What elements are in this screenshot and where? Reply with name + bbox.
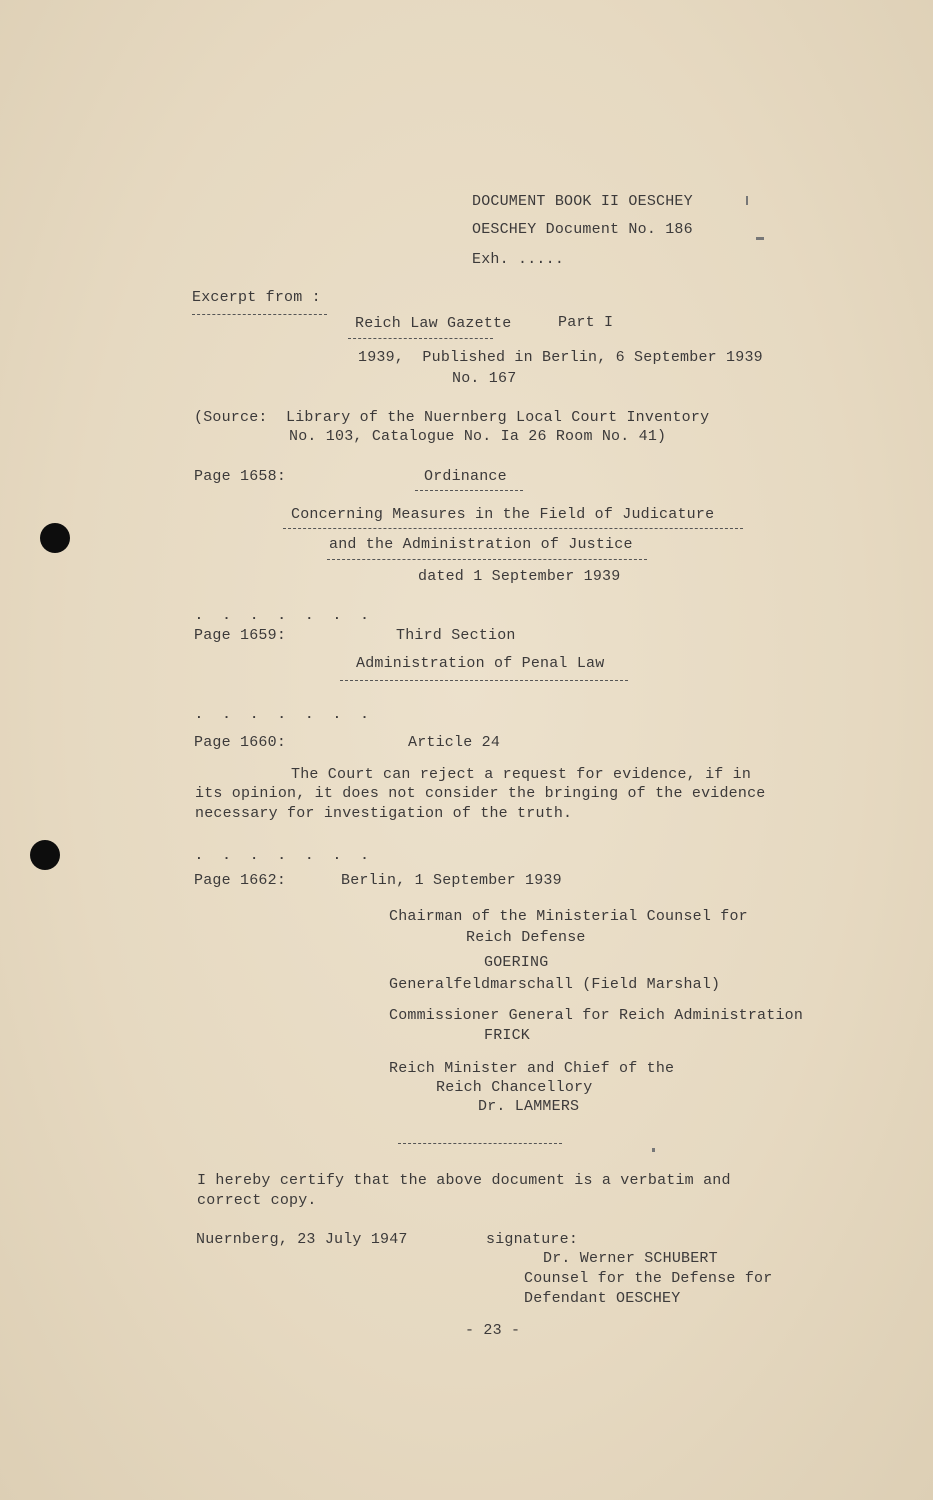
berlin-date: Berlin, 1 September 1939: [341, 872, 562, 889]
certification-line-1: I hereby certify that the above document is a verbatim and: [197, 1172, 731, 1189]
section-divider: [398, 1143, 562, 1144]
gazette-underline: [348, 338, 493, 339]
counsel-name: Dr. Werner SCHUBERT: [543, 1250, 718, 1267]
counsel-role-1: Counsel for the Defense for: [524, 1270, 773, 1287]
source-line-2: No. 103, Catalogue No. Ia 26 Room No. 41): [289, 428, 667, 445]
concerning-line-2: and the Administration of Justice: [329, 536, 633, 553]
concerning-underline-1: [283, 528, 743, 529]
certification-place-date: Nuernberg, 23 July 1947: [196, 1231, 408, 1248]
signatory-goering: GOERING: [484, 954, 549, 971]
third-section-title: Third Section: [396, 627, 516, 644]
certification-line-2: correct copy.: [197, 1192, 317, 1209]
published-line: 1939, Published in Berlin, 6 September 1939: [358, 349, 763, 366]
doc-number-line: OESCHEY Document No. 186: [472, 221, 693, 238]
dated-line: dated 1 September 1939: [418, 568, 621, 585]
signature-label: signature:: [486, 1231, 579, 1248]
page-1662-label: Page 1662:: [194, 872, 287, 889]
speck-mark: [652, 1148, 655, 1152]
penal-law-subtitle: Administration of Penal Law: [356, 655, 605, 672]
commissioner-title: Commissioner General for Reich Administration: [389, 1007, 804, 1024]
doc-book-line: DOCUMENT BOOK II OESCHEY: [472, 193, 693, 210]
ellipsis-dots: . . . . . . .: [195, 848, 375, 863]
article-title: Article 24: [408, 734, 501, 751]
punch-hole-bottom: [30, 840, 60, 870]
gazette-title: Reich Law Gazette: [355, 315, 512, 332]
chairman-line-2: Reich Defense: [466, 929, 586, 946]
ellipsis-dots: . . . . . . .: [195, 707, 375, 722]
chairman-line-1: Chairman of the Ministerial Counsel for: [389, 908, 748, 925]
signatory-lammers: Dr. LAMMERS: [478, 1098, 580, 1115]
page-number: - 23 -: [465, 1322, 521, 1339]
article-text-3: necessary for investigation of the truth.: [195, 805, 573, 822]
ordinance-title: Ordinance: [424, 468, 507, 485]
article-text-1: The Court can reject a request for evidence, if in: [291, 766, 752, 783]
gazette-part: Part I: [558, 314, 614, 331]
concerning-line-1: Concerning Measures in the Field of Judicature: [291, 506, 715, 523]
counsel-role-2: Defendant OESCHEY: [524, 1290, 681, 1307]
concerning-underline-2: [327, 559, 647, 560]
excerpt-underline: [192, 314, 327, 315]
page-1658-label: Page 1658:: [194, 468, 287, 485]
signatory-frick: FRICK: [484, 1027, 531, 1044]
minister-line-1: Reich Minister and Chief of the: [389, 1060, 675, 1077]
page-1660-label: Page 1660:: [194, 734, 287, 751]
ellipsis-dots: . . . . . . .: [195, 608, 375, 623]
speck-mark: [746, 196, 748, 205]
speck-mark: [756, 237, 764, 240]
punch-hole-top: [40, 523, 70, 553]
field-marshal-title: Generalfeldmarschall (Field Marshal): [389, 976, 721, 993]
penal-law-underline: [340, 680, 628, 681]
issue-number: No. 167: [452, 370, 517, 387]
minister-line-2: Reich Chancellory: [436, 1079, 593, 1096]
page-1659-label: Page 1659:: [194, 627, 287, 644]
source-line-1: (Source: Library of the Nuernberg Local Court Inventory: [194, 409, 710, 426]
exhibit-line: Exh. .....: [472, 251, 565, 268]
excerpt-label: Excerpt from :: [192, 289, 321, 306]
article-text-2: its opinion, it does not consider the bringing of the evidence: [195, 785, 766, 802]
ordinance-underline: [415, 490, 523, 491]
